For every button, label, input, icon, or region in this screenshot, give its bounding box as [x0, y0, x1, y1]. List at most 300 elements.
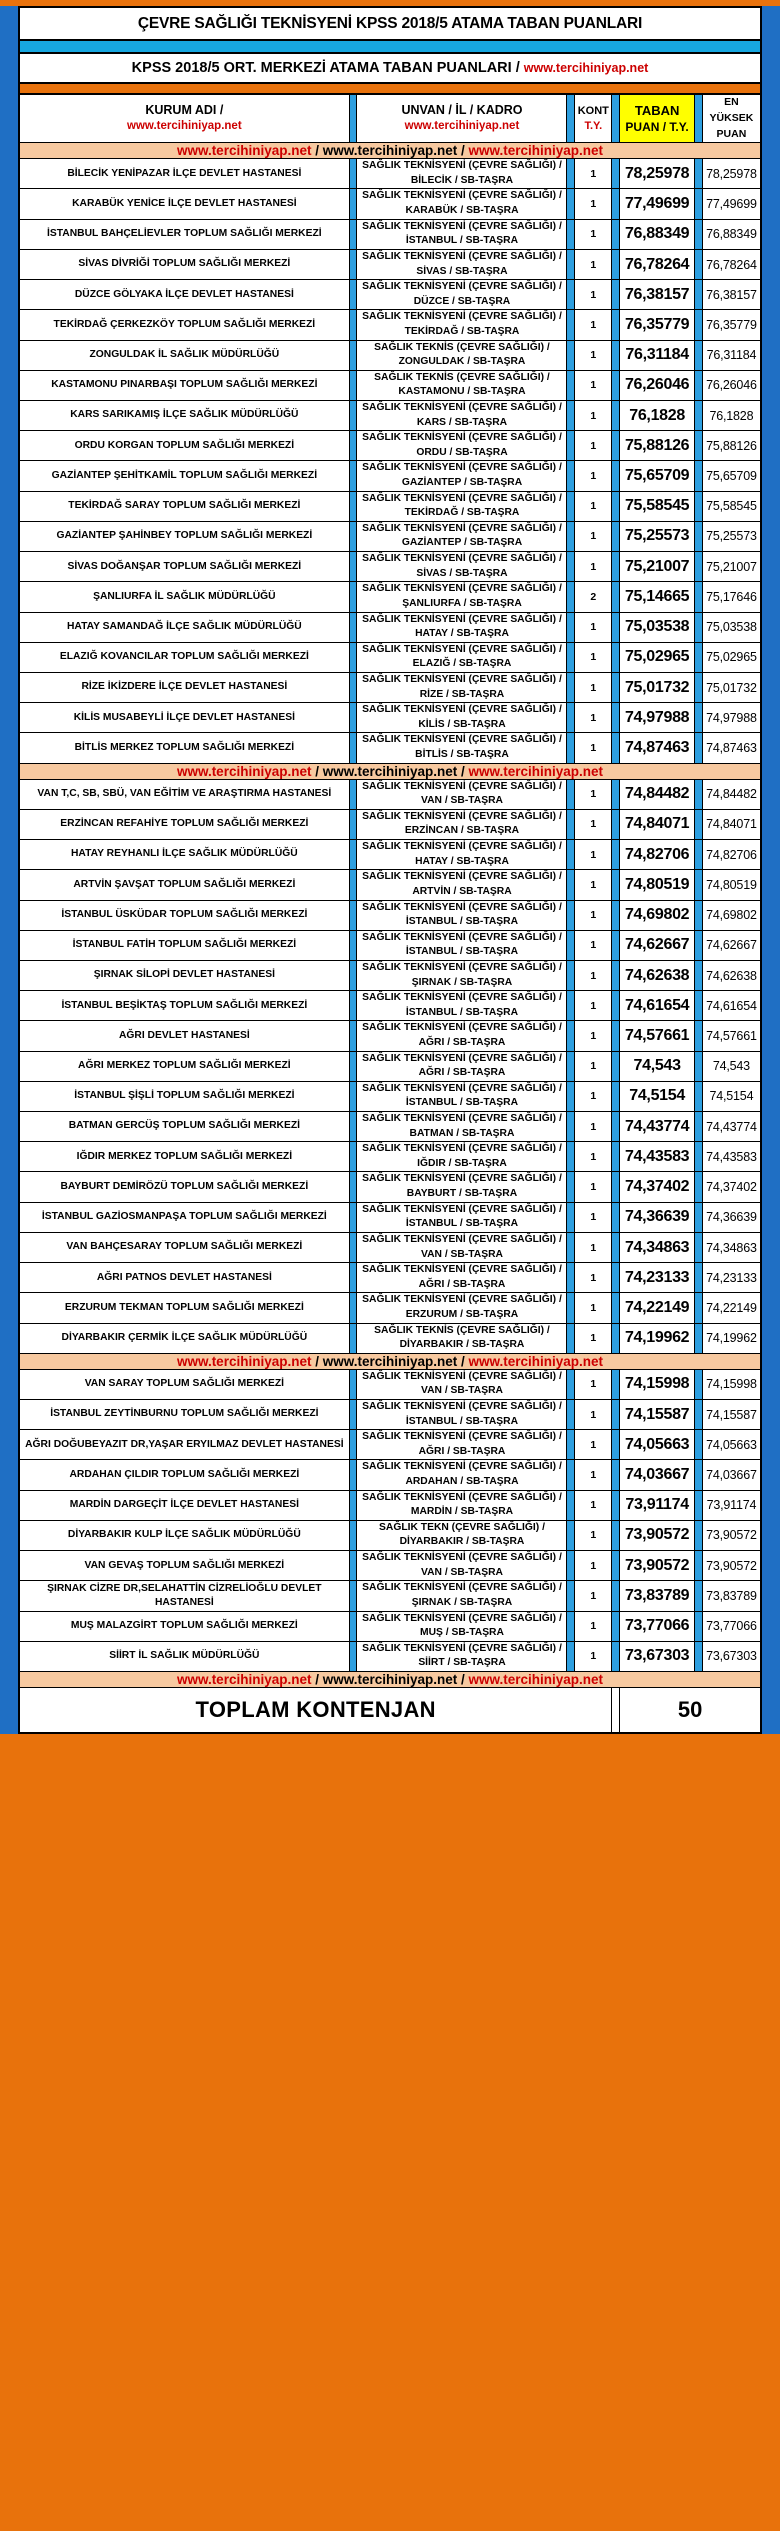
cell-taban-puan: 76,31184 [620, 340, 695, 370]
cell-taban-puan: 74,61654 [620, 991, 695, 1021]
column-header-kont-line2: T.Y. [584, 119, 603, 132]
row-separator-4 [695, 1142, 703, 1172]
cell-taban-puan: 73,77066 [620, 1611, 695, 1641]
cell-taban-puan: 74,69802 [620, 900, 695, 930]
cell-unvan-il-kadro: SAĞLIK TEKNİSYENİ (ÇEVRE SAĞLIĞI) / MUŞ / SB-TAŞRA [357, 1611, 567, 1641]
total-row [19, 1687, 761, 1733]
column-header-unvan-line1: UNVAN / İL / KADRO [401, 103, 523, 118]
cell-kontenjan: 1 [575, 401, 612, 431]
cell-kurum-adi: HATAY SAMANDAĞ İLÇE SAĞLIK MÜDÜRLÜĞÜ [19, 612, 349, 642]
cell-unvan-il-kadro: SAĞLIK TEKNİSYENİ (ÇEVRE SAĞLIĞI) / KARABÜK / SB-TAŞRA [357, 189, 567, 219]
row-separator-4 [695, 1460, 703, 1490]
row-separator-3 [612, 189, 620, 219]
column-header-taban-line2: PUAN / T.Y. [625, 120, 689, 135]
row-separator-1 [349, 280, 357, 310]
row-separator-2 [567, 900, 575, 930]
row-separator-4 [695, 1611, 703, 1641]
cell-unvan-il-kadro: SAĞLIK TEKNİSYENİ (ÇEVRE SAĞLIĞI) / KARS / SB-TAŞRA [357, 401, 567, 431]
cell-en-yuksek-puan: 74,97988 [702, 703, 761, 733]
cell-kontenjan: 1 [575, 809, 612, 839]
table-row [19, 249, 761, 279]
cell-unvan-il-kadro: SAĞLIK TEKNİSYENİ (ÇEVRE SAĞLIĞI) / İSTANBUL / SB-TAŞRA [357, 930, 567, 960]
cell-taban-puan: 74,19962 [620, 1323, 695, 1353]
divider-sep-2: / [457, 1353, 469, 1369]
row-separator-3 [612, 1263, 620, 1293]
cell-unvan-il-kadro: SAĞLIK TEKNİSYENİ (ÇEVRE SAĞLIĞI) / İSTANBUL / SB-TAŞRA [357, 219, 567, 249]
cell-en-yuksek-puan: 74,43583 [702, 1142, 761, 1172]
table-row [19, 642, 761, 672]
row-separator-1 [349, 1081, 357, 1111]
cell-kontenjan: 1 [575, 1323, 612, 1353]
sub-title-url[interactable]: www.tercihiniyap.net [523, 61, 649, 75]
cell-taban-puan: 76,1828 [620, 401, 695, 431]
cell-taban-puan: 74,543 [620, 1051, 695, 1081]
cell-en-yuksek-puan: 74,19962 [702, 1323, 761, 1353]
cell-taban-puan: 73,83789 [620, 1581, 695, 1611]
cell-kurum-adi: İSTANBUL ÜSKÜDAR TOPLUM SAĞLIĞI MERKEZİ [19, 900, 349, 930]
row-separator-2 [567, 809, 575, 839]
row-separator-4 [695, 1430, 703, 1460]
column-header-unvan-url[interactable]: www.tercihiniyap.net [404, 120, 520, 133]
row-separator-2 [567, 1081, 575, 1111]
column-header-kont [575, 94, 612, 143]
row-separator-4 [695, 930, 703, 960]
cell-en-yuksek-puan: 78,25978 [702, 159, 761, 189]
divider-url-1[interactable]: www.tercihiniyap.net [176, 1353, 312, 1369]
cell-kurum-adi: İSTANBUL ZEYTİNBURNU TOPLUM SAĞLIĞI MERKEZİ [19, 1400, 349, 1430]
table-row [19, 552, 761, 582]
table-row [19, 1369, 761, 1399]
cell-unvan-il-kadro: SAĞLIK TEKNİSYENİ (ÇEVRE SAĞLIĞI) / HATAY / SB-TAŞRA [357, 840, 567, 870]
row-separator-1 [349, 189, 357, 219]
column-header-kont-line1: KONT [577, 104, 609, 117]
table-row [19, 1581, 761, 1611]
row-separator-4 [695, 1581, 703, 1611]
row-separator-3 [612, 991, 620, 1021]
row-separator-2 [567, 1112, 575, 1142]
row-separator-3 [612, 1051, 620, 1081]
row-separator-2 [567, 219, 575, 249]
cell-taban-puan: 74,84071 [620, 809, 695, 839]
cell-en-yuksek-puan: 74,543 [702, 1051, 761, 1081]
row-separator-1 [349, 930, 357, 960]
row-separator-4 [695, 1051, 703, 1081]
row-separator-3 [612, 672, 620, 702]
row-separator-3 [612, 1172, 620, 1202]
page-title: ÇEVRE SAĞLIĞI TEKNİSYENİ KPSS 2018/5 ATAMA TABAN PUANLARI [137, 15, 643, 32]
cell-en-yuksek-puan: 74,43774 [702, 1112, 761, 1142]
table-row [19, 340, 761, 370]
cell-kontenjan: 1 [575, 733, 612, 763]
cell-taban-puan: 74,15998 [620, 1369, 695, 1399]
row-separator-2 [567, 1263, 575, 1293]
divider-url-3[interactable]: www.tercihiniyap.net [468, 1671, 604, 1687]
cell-en-yuksek-puan: 75,17646 [702, 582, 761, 612]
cell-en-yuksek-puan: 76,1828 [702, 401, 761, 431]
column-header-enyuksek-line1: EN YÜKSEK [709, 96, 754, 124]
cell-en-yuksek-puan: 77,49699 [702, 189, 761, 219]
cell-kontenjan: 1 [575, 1263, 612, 1293]
cell-unvan-il-kadro: SAĞLIK TEKNİSYENİ (ÇEVRE SAĞLIĞI) / SİVAS / SB-TAŞRA [357, 249, 567, 279]
row-separator-4 [695, 991, 703, 1021]
cell-taban-puan: 74,57661 [620, 1021, 695, 1051]
cell-unvan-il-kadro: SAĞLIK TEKNİSYENİ (ÇEVRE SAĞLIĞI) / KİLİS / SB-TAŞRA [357, 703, 567, 733]
cell-taban-puan: 74,62638 [620, 960, 695, 990]
row-separator-4 [695, 491, 703, 521]
divider-sep-1: / [311, 1353, 323, 1369]
cell-unvan-il-kadro: SAĞLIK TEKNİSYENİ (ÇEVRE SAĞLIĞI) / ERZİNCAN / SB-TAŞRA [357, 809, 567, 839]
cell-taban-puan: 74,5154 [620, 1081, 695, 1111]
cell-kontenjan: 1 [575, 1112, 612, 1142]
table-row [19, 219, 761, 249]
divider-url-1[interactable]: www.tercihiniyap.net [176, 763, 312, 779]
row-separator-1 [349, 900, 357, 930]
divider-sep-2: / [457, 763, 469, 779]
row-separator-1 [349, 809, 357, 839]
cell-taban-puan: 74,37402 [620, 1172, 695, 1202]
table-row [19, 1520, 761, 1550]
row-separator-4 [695, 1293, 703, 1323]
cell-kurum-adi: AĞRI DEVLET HASTANESİ [19, 1021, 349, 1051]
cell-taban-puan: 74,05663 [620, 1430, 695, 1460]
table-row [19, 431, 761, 461]
row-separator-2 [567, 401, 575, 431]
row-separator-3 [612, 461, 620, 491]
column-header-kurum-url[interactable]: www.tercihiniyap.net [127, 120, 242, 133]
cell-taban-puan: 74,03667 [620, 1460, 695, 1490]
cell-kurum-adi: KARS SARIKAMIŞ İLÇE SAĞLIK MÜDÜRLÜĞÜ [19, 401, 349, 431]
row-separator-4 [695, 642, 703, 672]
row-separator-1 [349, 960, 357, 990]
table-row [19, 733, 761, 763]
cell-kurum-adi: ERZURUM TEKMAN TOPLUM SAĞLIĞI MERKEZİ [19, 1293, 349, 1323]
cell-en-yuksek-puan: 75,88126 [702, 431, 761, 461]
cell-kontenjan: 1 [575, 1611, 612, 1641]
cell-kurum-adi: İSTANBUL FATİH TOPLUM SAĞLIĞI MERKEZİ [19, 930, 349, 960]
divider-row [19, 1353, 761, 1369]
cell-en-yuksek-puan: 73,90572 [702, 1520, 761, 1550]
sub-title-band [18, 52, 762, 84]
cell-en-yuksek-puan: 75,02965 [702, 642, 761, 672]
table-row [19, 779, 761, 809]
row-separator-3 [612, 1369, 620, 1399]
row-separator-4 [695, 1323, 703, 1353]
total-value: 50 [620, 1687, 761, 1733]
cell-en-yuksek-puan: 74,57661 [702, 1021, 761, 1051]
cell-kontenjan: 1 [575, 249, 612, 279]
cell-kontenjan: 2 [575, 582, 612, 612]
row-separator-4 [695, 370, 703, 400]
cell-kurum-adi: HATAY REYHANLI İLÇE SAĞLIK MÜDÜRLÜĞÜ [19, 840, 349, 870]
cell-unvan-il-kadro: SAĞLIK TEKNİSYENİ (ÇEVRE SAĞLIĞI) / GAZİANTEP / SB-TAŞRA [357, 521, 567, 551]
row-separator-1 [349, 672, 357, 702]
cell-unvan-il-kadro: SAĞLIK TEKNİSYENİ (ÇEVRE SAĞLIĞI) / BAYBURT / SB-TAŞRA [357, 1172, 567, 1202]
row-separator-2 [567, 1490, 575, 1520]
row-separator-2 [567, 1369, 575, 1399]
cell-kurum-adi: VAN T,C, SB, SBÜ, VAN EĞİTİM VE ARAŞTIRMA HASTANESİ [19, 779, 349, 809]
table-row [19, 1081, 761, 1111]
row-separator-4 [695, 1202, 703, 1232]
row-separator-3 [612, 249, 620, 279]
cell-en-yuksek-puan: 75,03538 [702, 612, 761, 642]
row-separator-3 [612, 340, 620, 370]
divider-url-2[interactable]: www.tercihiniyap.net [322, 1671, 458, 1687]
row-separator-2 [567, 1400, 575, 1430]
cell-kurum-adi: SİİRT İL SAĞLIK MÜDÜRLÜĞÜ [19, 1641, 349, 1671]
cell-en-yuksek-puan: 74,69802 [702, 900, 761, 930]
row-separator-1 [349, 991, 357, 1021]
cell-en-yuksek-puan: 74,15587 [702, 1400, 761, 1430]
row-separator-2 [567, 431, 575, 461]
divider-url-3[interactable]: www.tercihiniyap.net [468, 1353, 604, 1369]
row-separator-4 [695, 1369, 703, 1399]
cell-kurum-adi: ERZİNCAN REFAHİYE TOPLUM SAĞLIĞI MERKEZİ [19, 809, 349, 839]
cell-unvan-il-kadro: SAĞLIK TEKNİSYENİ (ÇEVRE SAĞLIĞI) / VAN / SB-TAŞRA [357, 1369, 567, 1399]
table-row [19, 900, 761, 930]
cell-taban-puan: 77,49699 [620, 189, 695, 219]
row-separator-2 [567, 249, 575, 279]
row-separator-4 [695, 1232, 703, 1262]
cell-taban-puan: 75,02965 [620, 642, 695, 672]
cell-en-yuksek-puan: 75,21007 [702, 552, 761, 582]
row-separator-1 [349, 582, 357, 612]
cell-taban-puan: 76,88349 [620, 219, 695, 249]
cell-taban-puan: 74,23133 [620, 1263, 695, 1293]
row-separator-2 [567, 189, 575, 219]
divider-url-text[interactable] [19, 1353, 761, 1369]
cell-kurum-adi: KARABÜK YENİCE İLÇE DEVLET HASTANESİ [19, 189, 349, 219]
row-separator-3 [612, 733, 620, 763]
row-separator-4 [695, 552, 703, 582]
row-separator-3 [612, 960, 620, 990]
cell-kurum-adi: İSTANBUL ŞİŞLİ TOPLUM SAĞLIĞI MERKEZİ [19, 1081, 349, 1111]
divider-row [19, 143, 761, 159]
row-separator-3 [612, 491, 620, 521]
row-separator-2 [567, 1551, 575, 1581]
cell-kurum-adi: TEKİRDAĞ SARAY TOPLUM SAĞLIĞI MERKEZİ [19, 491, 349, 521]
row-separator-1 [349, 1369, 357, 1399]
row-separator-4 [695, 1400, 703, 1430]
cell-unvan-il-kadro: SAĞLIK TEKNİS (ÇEVRE SAĞLIĞI) / DİYARBAKIR / SB-TAŞRA [357, 1323, 567, 1353]
divider-url-2[interactable]: www.tercihiniyap.net [322, 1353, 458, 1369]
table-row [19, 401, 761, 431]
cell-kontenjan: 1 [575, 612, 612, 642]
divider-url-1[interactable]: www.tercihiniyap.net [176, 1671, 312, 1687]
cell-kurum-adi: ARTVİN ŞAVŞAT TOPLUM SAĞLIĞI MERKEZİ [19, 870, 349, 900]
cell-kontenjan: 1 [575, 280, 612, 310]
cell-en-yuksek-puan: 73,90572 [702, 1551, 761, 1581]
row-separator-4 [695, 219, 703, 249]
cell-kontenjan: 1 [575, 930, 612, 960]
row-separator-3 [612, 280, 620, 310]
row-separator-1 [349, 401, 357, 431]
cell-taban-puan: 74,84482 [620, 779, 695, 809]
row-separator-4 [695, 582, 703, 612]
row-separator-4 [695, 431, 703, 461]
cell-en-yuksek-puan: 75,25573 [702, 521, 761, 551]
divider-url-text[interactable] [19, 1671, 761, 1687]
row-separator-1 [349, 1142, 357, 1172]
table-row [19, 703, 761, 733]
cell-unvan-il-kadro: SAĞLIK TEKNİSYENİ (ÇEVRE SAĞLIĞI) / VAN / SB-TAŞRA [357, 1232, 567, 1262]
cell-unvan-il-kadro: SAĞLIK TEKNİSYENİ (ÇEVRE SAĞLIĞI) / ARDAHAN / SB-TAŞRA [357, 1460, 567, 1490]
row-separator-1 [349, 870, 357, 900]
row-separator-1 [349, 1112, 357, 1142]
row-separator-3 [612, 809, 620, 839]
row-separator-3 [612, 219, 620, 249]
row-separator-1 [349, 1172, 357, 1202]
cell-en-yuksek-puan: 74,62638 [702, 960, 761, 990]
row-separator-4 [695, 1551, 703, 1581]
row-separator-2 [567, 370, 575, 400]
cell-unvan-il-kadro: SAĞLIK TEKNİSYENİ (ÇEVRE SAĞLIĞI) / AĞRI / SB-TAŞRA [357, 1051, 567, 1081]
divider-url-text[interactable] [19, 143, 761, 159]
column-separator-1 [349, 94, 357, 143]
table-body [19, 143, 761, 1688]
cell-en-yuksek-puan: 73,83789 [702, 1581, 761, 1611]
cell-unvan-il-kadro: SAĞLIK TEKNİSYENİ (ÇEVRE SAĞLIĞI) / SİVAS / SB-TAŞRA [357, 552, 567, 582]
cell-kontenjan: 1 [575, 1293, 612, 1323]
cell-kurum-adi: VAN GEVAŞ TOPLUM SAĞLIĞI MERKEZİ [19, 1551, 349, 1581]
divider-url-1[interactable]: www.tercihiniyap.net [176, 143, 312, 159]
row-separator-2 [567, 1232, 575, 1262]
row-separator-2 [567, 1430, 575, 1460]
cell-kontenjan: 1 [575, 521, 612, 551]
cell-kontenjan: 1 [575, 219, 612, 249]
cell-taban-puan: 74,43774 [620, 1112, 695, 1142]
cell-en-yuksek-puan: 75,01732 [702, 672, 761, 702]
row-separator-4 [695, 280, 703, 310]
cell-unvan-il-kadro: SAĞLIK TEKNİSYENİ (ÇEVRE SAĞLIĞI) / IĞDIR / SB-TAŞRA [357, 1142, 567, 1172]
cell-kontenjan: 1 [575, 960, 612, 990]
cell-unvan-il-kadro: SAĞLIK TEKNİSYENİ (ÇEVRE SAĞLIĞI) / BATMAN / SB-TAŞRA [357, 1112, 567, 1142]
row-separator-3 [612, 1551, 620, 1581]
divider-url-text[interactable] [19, 763, 761, 779]
cell-en-yuksek-puan: 73,67303 [702, 1641, 761, 1671]
row-separator-3 [612, 1202, 620, 1232]
cell-en-yuksek-puan: 74,87463 [702, 733, 761, 763]
cell-en-yuksek-puan: 74,80519 [702, 870, 761, 900]
cell-kontenjan: 1 [575, 1581, 612, 1611]
row-separator-2 [567, 1293, 575, 1323]
row-separator-3 [612, 431, 620, 461]
row-separator-4 [695, 1490, 703, 1520]
cell-kontenjan: 1 [575, 870, 612, 900]
cell-kurum-adi: AĞRI MERKEZ TOPLUM SAĞLIĞI MERKEZİ [19, 1051, 349, 1081]
cell-kontenjan: 1 [575, 340, 612, 370]
row-separator-4 [695, 870, 703, 900]
cell-kurum-adi: BAYBURT DEMİRÖZÜ TOPLUM SAĞLIĞI MERKEZİ [19, 1172, 349, 1202]
row-separator-4 [695, 1641, 703, 1671]
cell-en-yuksek-puan: 74,34863 [702, 1232, 761, 1262]
divider-url-3[interactable]: www.tercihiniyap.net [468, 763, 604, 779]
row-separator-2 [567, 1142, 575, 1172]
cell-unvan-il-kadro: SAĞLIK TEKNİSYENİ (ÇEVRE SAĞLIĞI) / AĞRI / SB-TAŞRA [357, 1263, 567, 1293]
cell-en-yuksek-puan: 76,35779 [702, 310, 761, 340]
cell-kurum-adi: IĞDIR MERKEZ TOPLUM SAĞLIĞI MERKEZİ [19, 1142, 349, 1172]
table-row [19, 310, 761, 340]
row-separator-2 [567, 1611, 575, 1641]
table-row [19, 582, 761, 612]
cell-kurum-adi: MUŞ MALAZGİRT TOPLUM SAĞLIĞI MERKEZİ [19, 1611, 349, 1641]
table-row [19, 1611, 761, 1641]
column-header-enyuksek [702, 94, 761, 143]
cell-unvan-il-kadro: SAĞLIK TEKNİSYENİ (ÇEVRE SAĞLIĞI) / BİLECİK / SB-TAŞRA [357, 159, 567, 189]
cell-unvan-il-kadro: SAĞLIK TEKNİSYENİ (ÇEVRE SAĞLIĞI) / ŞIRNAK / SB-TAŞRA [357, 960, 567, 990]
row-separator-1 [349, 1641, 357, 1671]
table-row [19, 1051, 761, 1081]
cell-unvan-il-kadro: SAĞLIK TEKNİSYENİ (ÇEVRE SAĞLIĞI) / SİİRT / SB-TAŞRA [357, 1641, 567, 1671]
cell-kontenjan: 1 [575, 1460, 612, 1490]
total-label: TOPLAM KONTENJAN [19, 1687, 612, 1733]
cell-en-yuksek-puan: 74,5154 [702, 1081, 761, 1111]
cell-en-yuksek-puan: 74,23133 [702, 1263, 761, 1293]
cell-kontenjan: 1 [575, 431, 612, 461]
row-separator-2 [567, 310, 575, 340]
cell-en-yuksek-puan: 74,22149 [702, 1293, 761, 1323]
table-row [19, 840, 761, 870]
row-separator-2 [567, 1460, 575, 1490]
table-row [19, 960, 761, 990]
row-separator-3 [612, 1460, 620, 1490]
cell-taban-puan: 75,25573 [620, 521, 695, 551]
cell-kontenjan: 1 [575, 1520, 612, 1550]
cell-unvan-il-kadro: SAĞLIK TEKNİSYENİ (ÇEVRE SAĞLIĞI) / ORDU / SB-TAŞRA [357, 431, 567, 461]
cell-unvan-il-kadro: SAĞLIK TEKN (ÇEVRE SAĞLIĞI) / DİYARBAKIR / SB-TAŞRA [357, 1520, 567, 1550]
cell-unvan-il-kadro: SAĞLIK TEKNİSYENİ (ÇEVRE SAĞLIĞI) / ARTVİN / SB-TAŞRA [357, 870, 567, 900]
table-row [19, 612, 761, 642]
cell-kontenjan: 1 [575, 900, 612, 930]
orange-divider-band [18, 84, 762, 93]
cell-kontenjan: 1 [575, 703, 612, 733]
row-separator-1 [349, 1490, 357, 1520]
content-inner [18, 6, 762, 1734]
row-separator-1 [349, 642, 357, 672]
table-row [19, 1021, 761, 1051]
row-separator-1 [349, 310, 357, 340]
column-separator-2 [567, 94, 575, 143]
row-separator-4 [695, 733, 703, 763]
divider-url-3[interactable]: www.tercihiniyap.net [468, 143, 604, 159]
row-separator-4 [695, 703, 703, 733]
sub-title-text: KPSS 2018/5 ORT. MERKEZİ ATAMA TABAN PUANLARI / [131, 60, 524, 76]
cell-taban-puan: 76,78264 [620, 249, 695, 279]
row-separator-1 [349, 703, 357, 733]
table-row [19, 809, 761, 839]
row-separator-2 [567, 491, 575, 521]
cell-taban-puan: 76,38157 [620, 280, 695, 310]
row-separator-2 [567, 582, 575, 612]
cell-kurum-adi: KASTAMONU PINARBAŞI TOPLUM SAĞLIĞI MERKEZİ [19, 370, 349, 400]
row-separator-4 [695, 672, 703, 702]
cell-en-yuksek-puan: 74,62667 [702, 930, 761, 960]
row-separator-4 [695, 1172, 703, 1202]
cell-taban-puan: 74,43583 [620, 1142, 695, 1172]
row-separator-2 [567, 1021, 575, 1051]
cell-kontenjan: 1 [575, 370, 612, 400]
cell-kontenjan: 1 [575, 461, 612, 491]
row-separator-3 [612, 1581, 620, 1611]
row-separator-3 [612, 1112, 620, 1142]
divider-sep-1: / [311, 1671, 323, 1687]
table-row [19, 991, 761, 1021]
cell-kurum-adi: BİTLİS MERKEZ TOPLUM SAĞLIĞI MERKEZİ [19, 733, 349, 763]
cell-kontenjan: 1 [575, 1430, 612, 1460]
row-separator-3 [612, 521, 620, 551]
row-separator-3 [612, 1232, 620, 1262]
divider-url-2[interactable]: www.tercihiniyap.net [322, 143, 458, 159]
divider-url-2[interactable]: www.tercihiniyap.net [322, 763, 458, 779]
